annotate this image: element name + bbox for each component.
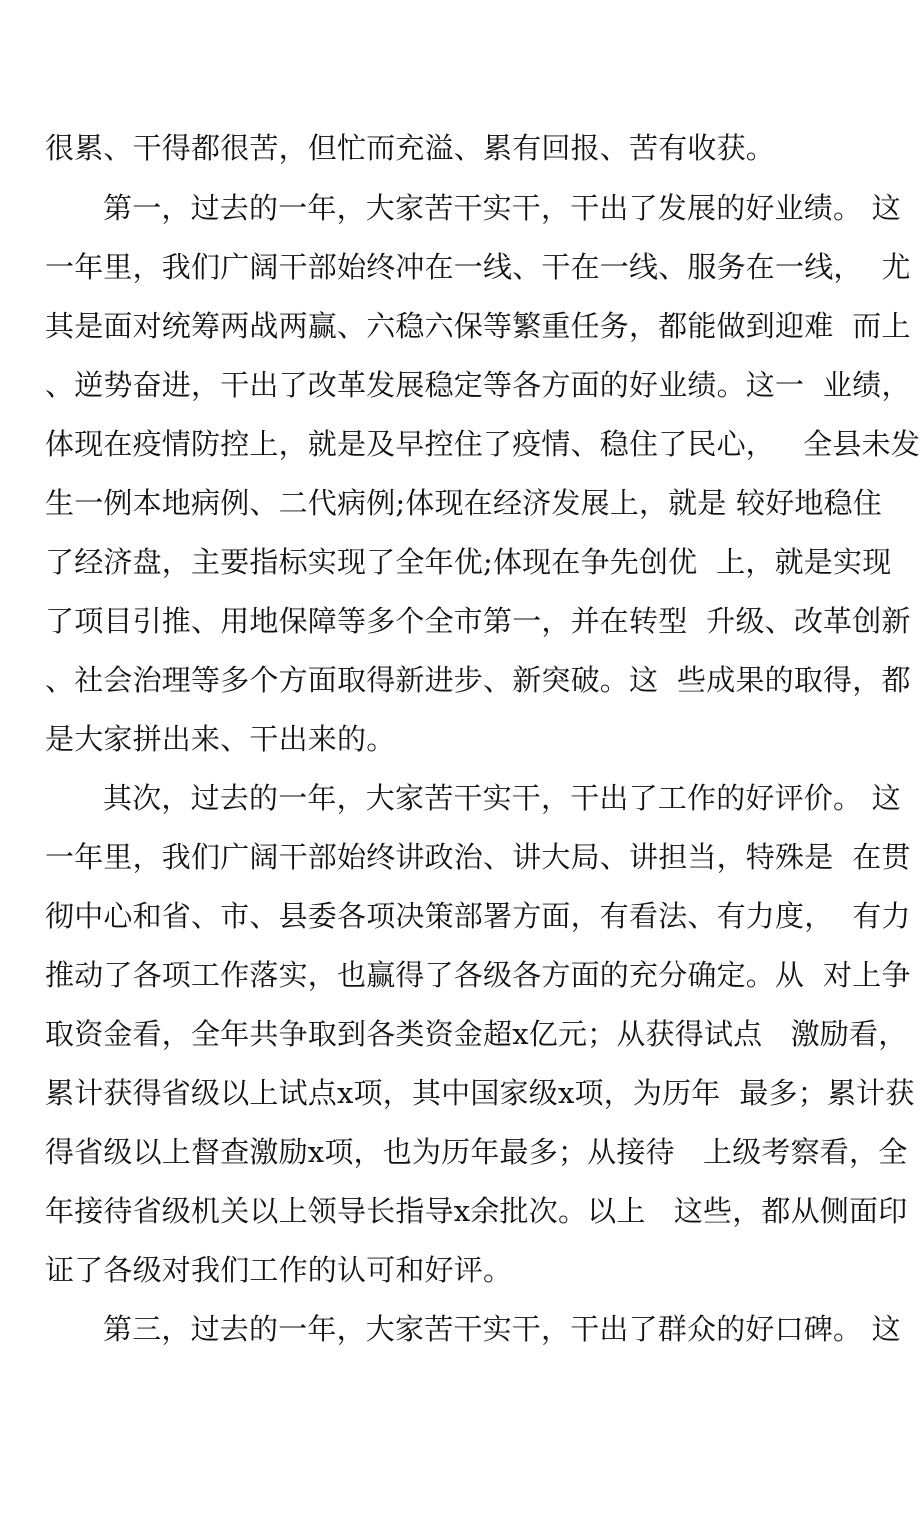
text-line-13: 一年里，我们广阔干部始终讲政治、讲大局、讲担当，特殊是 在贯 [45,840,911,874]
text-line-19: 年接待省级机关以上领导长指导x余批次。以上 这些，都从侧面印 [45,1194,908,1228]
text-line-4: 其是面对统筹两战两赢、六稳六保等繁重任务，都能做到迎难 而上 [45,309,911,343]
text-line-10: 、社会治理等多个方面取得新进步、新突破。这 些成果的取得，都 [45,663,911,697]
text-line-18: 得省级以上督查激励x项，也为历年最多；从接待 上级考察看，全 [45,1135,908,1169]
text-line-1: 很累、干得都很苦，但忙而充溢、累有回报、苦有收获。 [45,131,776,165]
text-line-20: 证了各级对我们工作的认可和好评。 [45,1253,513,1287]
text-line-5: 、逆势奋进，干出了改革发展稳定等各方面的好业绩。这一 业绩， [45,368,911,402]
text-line-9: 了项目引推、用地保障等多个全市第一，并在转型 升级、改革创新 [45,604,911,638]
text-line-8: 了经济盘，主要指标实现了全年优;体现在争先创优 上，就是实现 [45,545,892,579]
text-line-15: 推动了各项工作落实，也赢得了各级各方面的充分确定。从 对上争 [45,958,911,992]
text-line-14: 彻中心和省、市、县委各项决策部署方面，有看法、有力度， 有力 [45,899,911,933]
text-line-7: 生一例本地病例、二代病例;体现在经济发展上，就是 较好地稳住 [45,486,882,520]
text-line-11: 是大家拼出来、干出来的。 [45,722,396,756]
paragraph-2-start: 其次，过去的一年，大家苦干实干，干出了工作的好评价。 这 [103,781,901,815]
text-line-16: 取资金看，全年共争取到各类资金超x亿元；从获得试点 激励看， [45,1017,908,1051]
paragraph-3-start: 第三，过去的一年，大家苦干实干，干出了群众的好口碑。 这 [103,1312,901,1346]
text-line-6: 体现在疫情防控上，就是及早控住了疫情、稳住了民心， 全县未发 [45,427,920,461]
text-line-17: 累计获得省级以上试点x项，其中国家级x项，为历年 最多；累计获 [45,1076,915,1110]
text-line-3: 一年里，我们广阔干部始终冲在一线、干在一线、服务在一线， 尤 [45,250,911,284]
paragraph-1-start: 第一，过去的一年，大家苦干实干，干出了发展的好业绩。 这 [103,191,901,225]
